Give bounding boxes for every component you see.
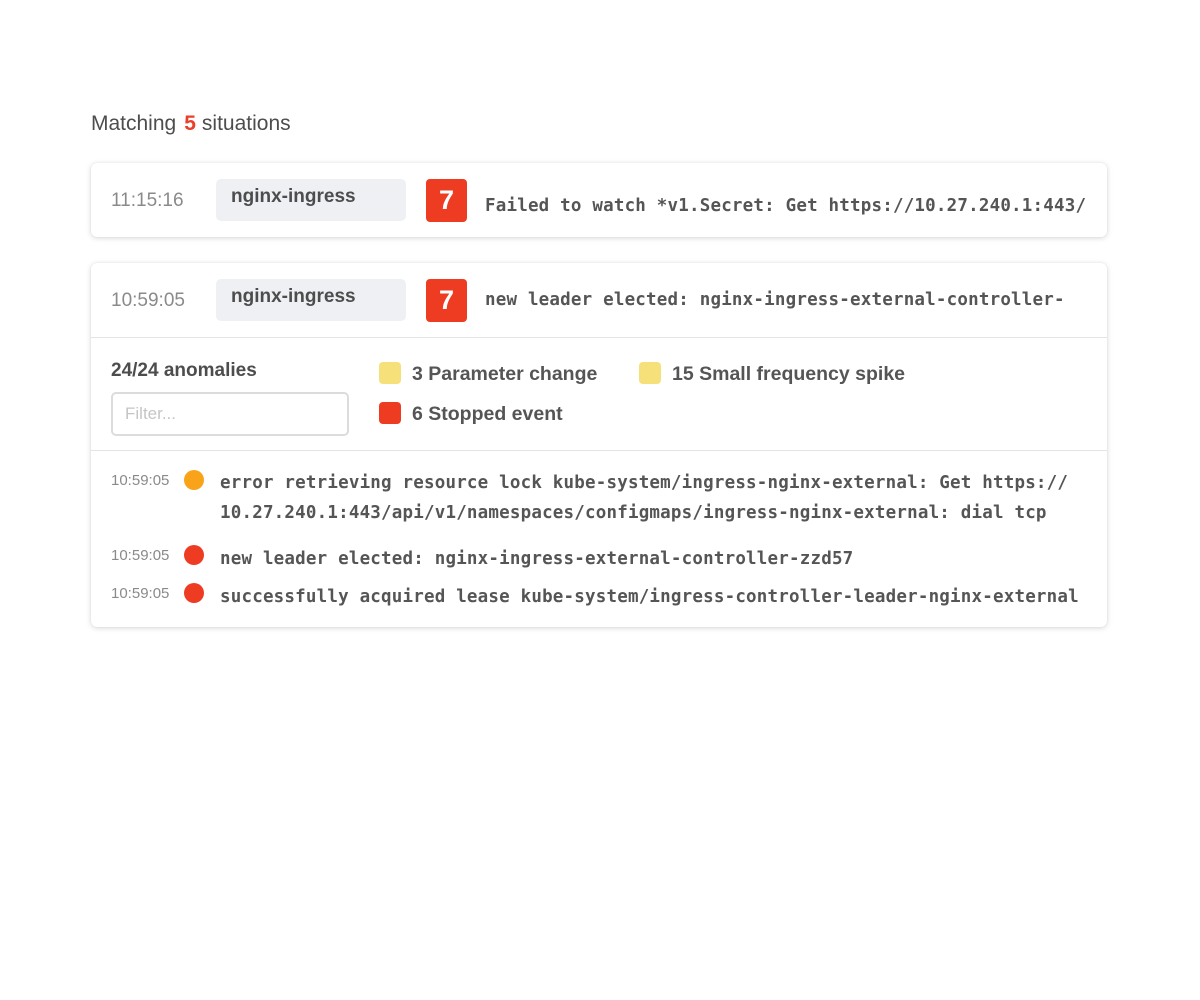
category-color-swatch	[379, 402, 401, 424]
results-heading	[91, 112, 291, 136]
category-color-swatch	[639, 362, 661, 384]
anomalies-count-label: 24/24 anomalies	[111, 360, 257, 381]
severity-score-badge: 7	[426, 279, 467, 322]
log-message-line: successfully acquired lease kube-system/ingress-controller-leader-nginx-external	[220, 587, 1079, 607]
situation-card[interactable]	[91, 163, 1107, 237]
situation-header[interactable]	[91, 263, 1107, 337]
category-small-frequency-spike[interactable]	[639, 362, 905, 386]
severity-dot-icon	[184, 470, 204, 490]
log-time: 10:59:05	[111, 547, 170, 564]
heading-suffix: situations	[201, 112, 291, 135]
service-tag: nginx-ingress	[216, 279, 406, 321]
log-message-line: error retrieving resource lock kube-system/ingress-nginx-external: Get https://	[220, 473, 1069, 493]
category-color-swatch	[379, 362, 401, 384]
situation-message: Failed to watch *v1.Secret: Get https://10.27.240.1:443/	[485, 196, 1087, 216]
log-message-line: new leader elected: nginx-ingress-external-controller-zzd57	[220, 549, 854, 569]
severity-score-badge: 7	[426, 179, 467, 222]
category-stopped-event[interactable]	[379, 402, 563, 426]
log-message-line: 10.27.240.1:443/api/v1/namespaces/configmaps/ingress-nginx-external: dial tcp	[220, 503, 1047, 523]
log-time: 10:59:05	[111, 472, 170, 489]
situation-header[interactable]	[91, 163, 1107, 237]
log-time: 10:59:05	[111, 585, 170, 602]
divider	[91, 450, 1107, 451]
category-parameter-change[interactable]	[379, 362, 597, 386]
service-tag: nginx-ingress	[216, 179, 406, 221]
divider	[91, 337, 1107, 338]
situation-message: new leader elected: nginx-ingress-external-controller-	[485, 290, 1065, 310]
situation-time: 10:59:05	[111, 290, 185, 311]
severity-dot-icon	[184, 545, 204, 565]
anomaly-filter-input[interactable]	[111, 392, 349, 436]
category-label: 3 Parameter change	[412, 363, 598, 385]
category-label: 15 Small frequency spike	[672, 363, 906, 385]
severity-dot-icon	[184, 583, 204, 603]
situation-time: 11:15:16	[111, 190, 184, 211]
category-label: 6 Stopped event	[412, 403, 563, 425]
situation-card-expanded[interactable]	[91, 263, 1107, 627]
situation-count: 5	[184, 112, 196, 135]
heading-prefix: Matching	[91, 112, 177, 135]
